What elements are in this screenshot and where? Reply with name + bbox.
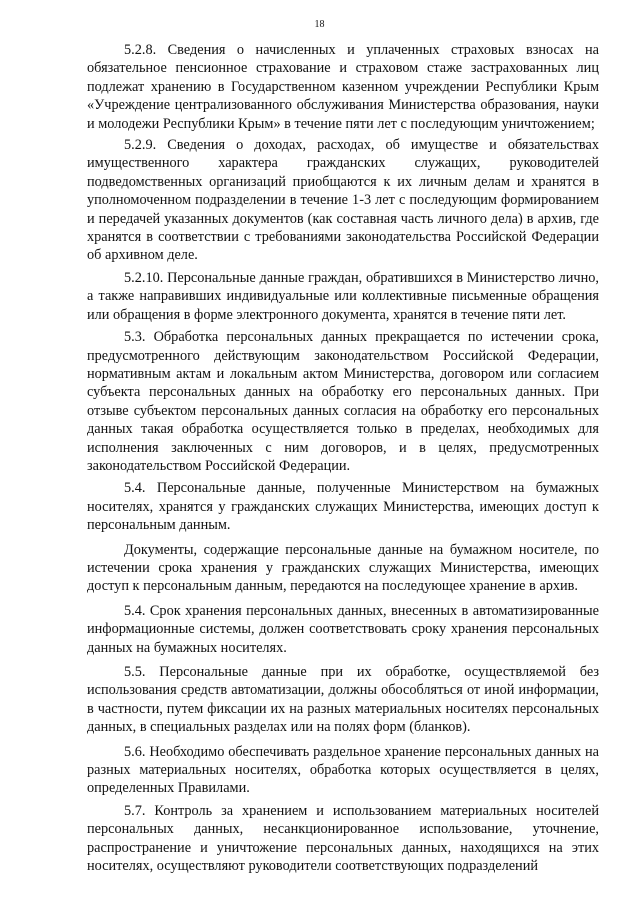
paragraph-5-4-storage-term: 5.4. Срок хранения персональных данных, внесенных в автоматизированные информационные системы, должен соответствовать сроку хранения персональных данных на бумажных носителях. [87,602,599,656]
paragraph-5-6: 5.6. Необходимо обеспечивать раздельное хранение персональных данных на разных материальных носителях, обработка которых осуществляется в целях, определенных Правилами. [87,743,599,797]
paragraph-5-3: 5.3. Обработка персональных данных прекращается по истечении срока, предусмотренного действующим законодательством Российской Федерации, нормативным актам и локальным актом Министерства, договором или согласием субъекта персональных данных на обработку его персональных данных. При отзыве субъектом персональных данных согласия на обработку его персональных данных такая обработка осуществляется только в пределах, необходимых для исполнения заключенных с ним договоров, и в целях, предусмотренных законодательством Российской Федерации. [87,329,599,474]
paragraph-5-2-8: 5.2.8. Сведения о начисленных и уплаченных страховых взносах на обязательное пенсионное страхование и страховом стаже застрахованных лиц подлежат хранению в Государственном казенном учреждении Республики Крым «Учреждение централизованного обслуживания Министерства образования, науки и молодежи Республики Крым» в течение пяти лет с последующим уничтожением; [87,42,599,132]
paragraph-5-4: 5.4. Персональные данные, полученные Министерством на бумажных носителях, хранятся у гражданских служащих Министерства, имеющих доступ к персональным данным. [87,480,599,534]
paragraph-5-7: 5.7. Контроль за хранением и использованием материальных носителей персональных данных, несанкционированное использование, уточнение, распространение и уничтожение персональных данных, находящихся на этих носителях, осуществляют руководители соответствующих подразделений [87,802,599,875]
paragraph-5-2-9: 5.2.9. Сведения о доходах, расходах, об имуществе и обязательствах имущественного характера гражданских служащих, руководителей подведомственных организаций приобщаются к их личным делам и хранятся в уполномоченном подразделении в течение 1-3 лет с последующим формированием и передачей указанных документов (как составная часть личного дела) в архив, где хранятся в соответствии с требованиями законодательства Российской Федерации об архивном деле. [87,137,599,264]
document-body [87,41,599,875]
page-number: 18 [314,19,325,30]
paragraph-documents-archive: Документы, содержащие персональные данные на бумажном носителе, по истечении срока хранения у гражданских служащих Министерства, имеющих доступ к персональным данным, передаются на последующее хранение в архив. [87,541,599,595]
paragraph-5-5: 5.5. Персональные данные при их обработке, осуществляемой без использования средств автоматизации, должны обособляться от иной информации, в частности, путем фиксации их на разных материальных носителях персональных данных, в специальных разделах или на полях форм (бланков). [87,664,599,736]
paragraph-5-2-10: 5.2.10. Персональные данные граждан, обратившихся в Министерство лично, а также направивших индивидуальные или коллективные письменные обращения или обращения в форме электронного документа, хранятся в течение пяти лет. [87,269,599,323]
